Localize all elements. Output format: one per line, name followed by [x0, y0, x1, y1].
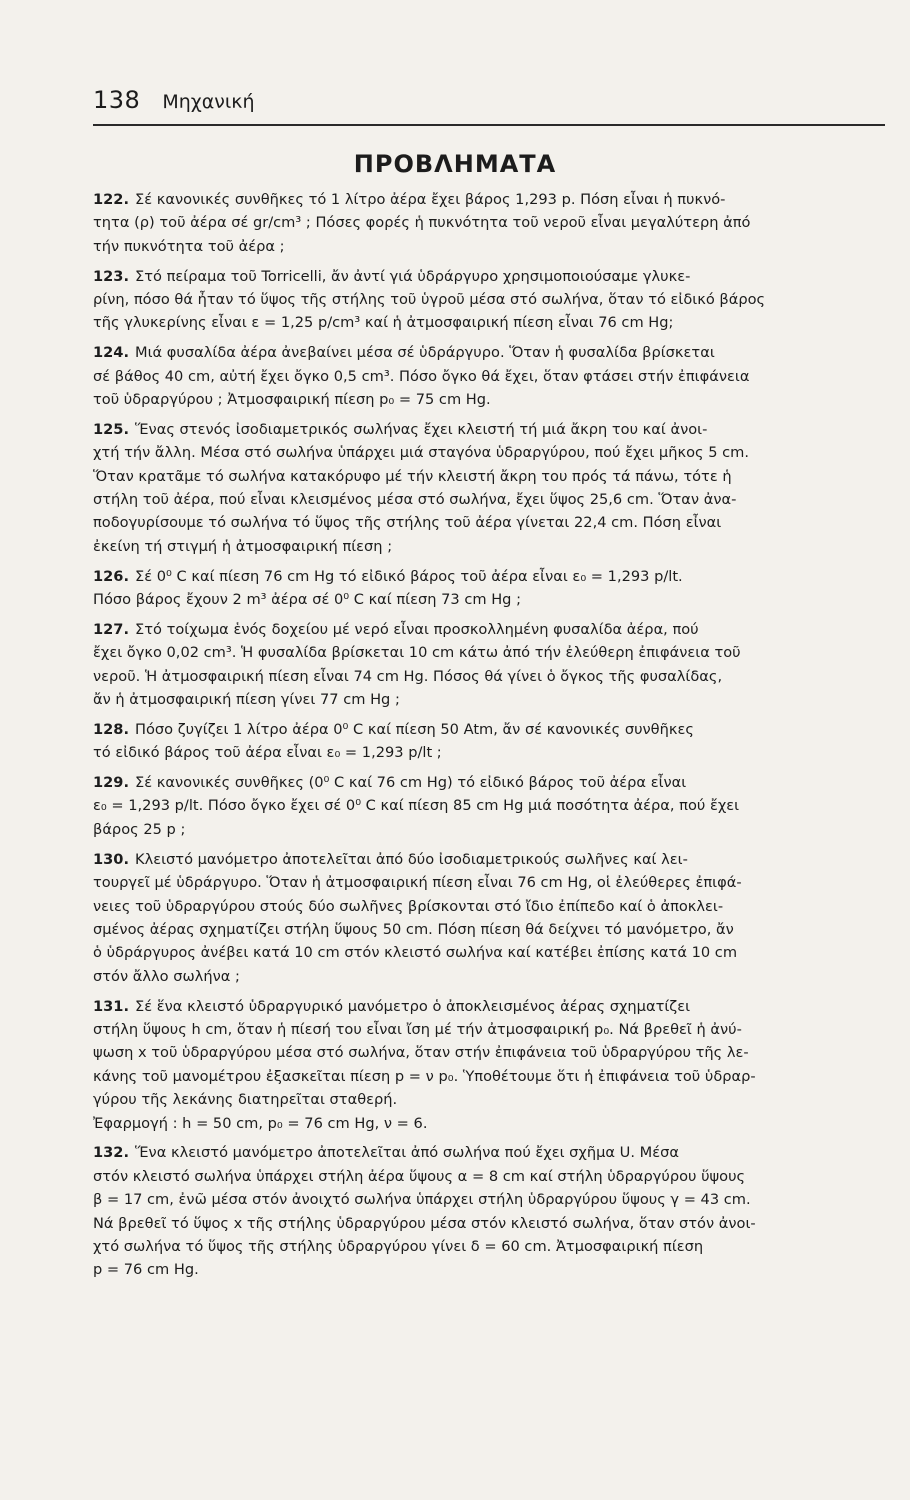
problem-line: [93, 511, 885, 534]
problem-132: [93, 1141, 885, 1281]
problem-text: τοῦ ὑδραργύρου ; Ἀτμοσφαιρική πίεση p₀ = 75 cm Hg.: [93, 391, 491, 409]
problem-line: [93, 1188, 885, 1211]
problem-line: [93, 618, 885, 641]
problem-123: [93, 265, 885, 335]
problem-text: Ἕνας στενός ἰσοδιαμετρικός σωλήνας ἔχει κλειστή τή μιά ἄκρη του καί ἀνοι-: [135, 420, 708, 438]
problem-number: 126.: [93, 567, 130, 585]
problem-text: νεροῦ. Ἡ ἀτμοσφαιρική πίεση εἶναι 74 cm Hg. Πόσος θά γίνει ὁ ὄγκος τῆς φυσαλίδας,: [93, 667, 723, 685]
problem-text: τουργεῖ μέ ὑδράργυρο. Ὅταν ἡ ἀτμοσφαιρική πίεση εἶναι 76 cm Hg, οἱ ἐλεύθερες ἐπιφά-: [93, 874, 742, 892]
problem-number: 131.: [93, 997, 130, 1015]
problem-text: Ὅταν κρατᾶμε τό σωλήνα κατακόρυφο μέ τήν κλειστή ἄκρη του πρός τά πάνω, τότε ἡ: [93, 467, 732, 485]
problem-line: [93, 235, 885, 258]
problem-text: τητα (ρ) τοῦ ἀέρα σέ gr/cm³ ; Πόσες φορές ἡ πυκνότητα τοῦ νεροῦ εἶναι μεγαλύτερη ἀπό: [93, 214, 751, 232]
problem-126: [93, 565, 885, 612]
problem-line: [93, 965, 885, 988]
problem-number: 127.: [93, 620, 130, 638]
problem-line: [93, 211, 885, 234]
section-title: ΠΡΟΒΛΗΜΑΤΑ: [353, 150, 557, 178]
problem-line: [93, 1165, 885, 1188]
problem-line: [93, 365, 885, 388]
problem-line: [93, 818, 885, 841]
problem-text: Σέ 0⁰ C καί πίεση 76 cm Hg τό εἰδικό βάρος τοῦ ἀέρα εἶναι ε₀ = 1,293 p/lt.: [135, 567, 683, 585]
problem-text: χτό σωλήνα τό ὕψος τῆς στήλης ὑδραργύρου γίνει δ = 60 cm. Ἀτμοσφαιρική πίεση: [93, 1237, 704, 1255]
page-header: [93, 86, 883, 114]
problem-text: τό εἰδικό βάρος τοῦ ἀέρα εἶναι ε₀ = 1,293 p/lt ;: [93, 744, 442, 762]
problem-number: 130.: [93, 850, 130, 868]
problem-text: Κλειστό μανόμετρο ἀποτελεῖται ἀπό δύο ἰσοδιαμετρικούς σωλῆνες καί λει-: [135, 850, 688, 868]
problem-text: p = 76 cm Hg.: [93, 1261, 199, 1279]
problem-text: Πόσο βάρος ἔχουν 2 m³ ἀέρα σέ 0⁰ C καί πίεση 73 cm Hg ;: [93, 591, 522, 609]
problem-line: [93, 718, 885, 741]
problem-text: ἄν ἡ ἀτμοσφαιρική πίεση γίνει 77 cm Hg ;: [93, 691, 400, 709]
problem-text: γύρου τῆς λεκάνης διατηρεῖται σταθερή.: [93, 1091, 398, 1109]
problem-line: [93, 995, 885, 1018]
problem-131: [93, 995, 885, 1135]
problem-number: 128.: [93, 720, 130, 738]
problem-line: [93, 1065, 885, 1088]
problem-text: Ἕνα κλειστό μανόμετρο ἀποτελεῖται ἀπό σωλήνα πού ἔχει σχῆμα U. Μέσα: [135, 1144, 679, 1162]
problem-text: βάρος 25 p ;: [93, 820, 186, 838]
problem-line: [93, 441, 885, 464]
problem-line: [93, 771, 885, 794]
problem-line: [93, 588, 885, 611]
problem-line: [93, 1141, 885, 1164]
problem-129: [93, 771, 885, 841]
problem-line: [93, 1088, 885, 1111]
header-rule: [93, 124, 885, 126]
problem-128: [93, 718, 885, 765]
problem-line: [93, 871, 885, 894]
problem-text: στόν ἄλλο σωλήνα ;: [93, 967, 240, 985]
problem-line: [93, 941, 885, 964]
problem-text: Μιά φυσαλίδα ἀέρα ἀνεβαίνει μέσα σέ ὑδράργυρο. Ὅταν ἡ φυσαλίδα βρίσκεται: [135, 344, 715, 362]
problem-line: [93, 535, 885, 558]
problem-text: Στό τοίχωμα ἑνός δοχείου μέ νερό εἶναι προσκολλημένη φυσαλίδα ἀέρα, πού: [135, 620, 699, 638]
problem-line: [93, 341, 885, 364]
running-title: Μηχανική: [162, 91, 255, 113]
problem-text: κάνης τοῦ μανομέτρου ἐξασκεῖται πίεση p = ν p₀. Ὑποθέτουμε ὅτι ἡ ἐπιφάνεια τοῦ ὑδραρ-: [93, 1067, 756, 1085]
problem-line: [93, 1018, 885, 1041]
problem-text: ὁ ὑδράργυρος ἀνέβει κατά 10 cm στόν κλειστό σωλήνα καί κατέβει ἐπίσης κατά 10 cm: [93, 944, 738, 962]
problem-line: [93, 688, 885, 711]
problem-text: Σέ κανονικές συνθῆκες τό 1 λίτρο ἀέρα ἔχει βάρος 1,293 p. Πόση εἶναι ἡ πυκνό-: [135, 191, 726, 208]
problem-text: τῆς γλυκερίνης εἶναι ε = 1,25 p/cm³ καί ἡ ἀτμοσφαιρική πίεση εἶναι 76 cm Hg;: [93, 314, 674, 332]
problem-line: [93, 565, 885, 588]
problem-line: [93, 741, 885, 764]
problem-text: β = 17 cm, ἐνῶ μέσα στόν ἀνοιχτό σωλήνα ὑπάρχει στήλη ὑδραργύρου ὕψους γ = 43 cm.: [93, 1191, 751, 1209]
problem-line: [93, 918, 885, 941]
problem-line: [93, 488, 885, 511]
problem-text: νειες τοῦ ὑδραργύρου στούς δύο σωλῆνες βρίσκονται στό ἴδιο ἐπίπεδο καί ὁ ἀποκλει-: [93, 897, 724, 915]
problem-text: Νά βρεθεῖ τό ὕψος x τῆς στήλης ὑδραργύρου μέσα στόν κλειστό σωλήνα, ὅταν στόν ἀνοι-: [93, 1214, 756, 1232]
problem-text: Πόσο ζυγίζει 1 λίτρο ἀέρα 0⁰ C καί πίεση 50 Atm, ἄν σέ κανονικές συνθῆκες: [135, 720, 694, 738]
problem-text: ἐκείνη τή στιγμή ἡ ἀτμοσφαιρική πίεση ;: [93, 537, 393, 555]
problem-line: [93, 188, 885, 211]
problem-122: [93, 188, 885, 258]
problem-text: σέ βάθος 40 cm, αὐτή ἔχει ὄγκο 0,5 cm³. Πόσο ὄγκο θά ἔχει, ὅταν φτάσει στήν ἐπιφάνεια: [93, 367, 750, 385]
problem-text: Στό πείραμα τοῦ Torricelli, ἄν ἀντί γιά ὑδράργυρο χρησιμοποιούσαμε γλυκε-: [135, 267, 691, 285]
problem-127: [93, 618, 885, 712]
problem-text: ρίνη, πόσο θά ἦταν τό ὕψος τῆς στήλης τοῦ ὑγροῦ μέσα στό σωλήνα, ὅταν τό εἰδικό βάρος: [93, 291, 766, 309]
problem-number: 125.: [93, 420, 130, 438]
problem-line: [93, 1112, 885, 1135]
problem-text: στόν κλειστό σωλήνα ὑπάρχει στήλη ἀέρα ὕψους α = 8 cm καί στήλη ὑδραργύρου ὕψους: [93, 1167, 746, 1185]
problem-number: 123.: [93, 267, 130, 285]
problem-text: στήλη τοῦ ἀέρα, πού εἶναι κλεισμένος μέσα στό σωλήνα, ἔχει ὕψος 25,6 cm. Ὅταν ἀνα-: [93, 491, 737, 509]
problem-line: [93, 388, 885, 411]
problem-line: [93, 665, 885, 688]
problem-line: [93, 1235, 885, 1258]
problem-text: Σέ κανονικές συνθῆκες (0⁰ C καί 76 cm Hg) τό εἰδικό βάρος τοῦ ἀέρα εἶναι: [135, 774, 687, 792]
problem-text: ε₀ = 1,293 p/lt. Πόσο ὄγκο ἔχει σέ 0⁰ C καί πίεση 85 cm Hg μιά ποσότητα ἀέρα, πού ἔχει: [93, 797, 740, 815]
problem-line: [93, 288, 885, 311]
problem-line: [93, 1258, 885, 1281]
problem-130: [93, 848, 885, 988]
problem-line: [93, 311, 885, 334]
problem-list: [93, 188, 885, 1288]
problem-line: [93, 641, 885, 664]
problem-number: 129.: [93, 774, 130, 792]
problem-text: σμένος ἀέρας σχηματίζει στήλη ὕψους 50 cm. Πόση πίεση θά δείχνει τό μανόμετρο, ἄν: [93, 920, 734, 938]
problem-number: 132.: [93, 1144, 130, 1162]
problem-text: ἔχει ὄγκο 0,02 cm³. Ἡ φυσαλίδα βρίσκεται 10 cm κάτω ἀπό τήν ἐλεύθερη ἐπιφάνεια τοῦ: [93, 644, 741, 662]
problem-124: [93, 341, 885, 411]
problem-125: [93, 418, 885, 558]
problem-line: [93, 895, 885, 918]
problem-text: στήλη ὕψους h cm, ὅταν ἡ πίεσή του εἶναι ἴση μέ τήν ἀτμοσφαιρική p₀. Νά βρεθεῖ ἡ ἀνύ-: [93, 1020, 742, 1038]
problem-text: τήν πυκνότητα τοῦ ἀέρα ;: [93, 237, 285, 255]
problem-line: [93, 1041, 885, 1064]
problem-text: χτή τήν ἄλλη. Μέσα στό σωλήνα ὑπάρχει μιά σταγόνα ὑδραργύρου, πού ἔχει μῆκος 5 cm.: [93, 444, 749, 462]
problem-line: [93, 794, 885, 817]
problem-text: ποδογυρίσουμε τό σωλήνα τό ὕψος τῆς στήλης τοῦ ἀέρα γίνεται 22,4 cm. Πόση εἶναι: [93, 514, 722, 532]
page-number: 138: [93, 86, 141, 114]
problem-number: 124.: [93, 344, 130, 362]
problem-number: 122.: [93, 191, 130, 208]
problem-line: [93, 418, 885, 441]
problem-text: Σέ ἕνα κλειστό ὑδραργυρικό μανόμετρο ὁ ἀποκλεισμένος ἀέρας σχηματίζει: [135, 997, 691, 1015]
problem-line: [93, 465, 885, 488]
problem-line: [93, 1212, 885, 1235]
problem-line: [93, 848, 885, 871]
problem-text: Ἐφαρμογή : h = 50 cm, p₀ = 76 cm Hg, ν = 6.: [93, 1114, 428, 1132]
problem-line: [93, 265, 885, 288]
problem-text: ψωση x τοῦ ὑδραργύρου μέσα στό σωλήνα, ὅταν στήν ἐπιφάνεια τοῦ ὑδραργύρου τῆς λε-: [93, 1044, 749, 1062]
